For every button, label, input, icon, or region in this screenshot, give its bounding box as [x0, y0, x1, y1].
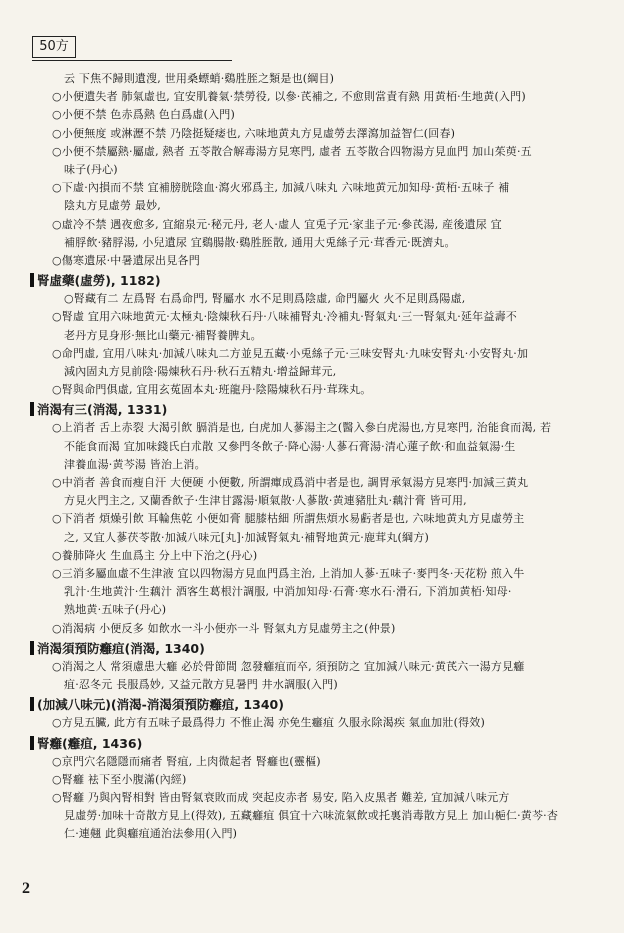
text-line: 乳汁·生地黄汁·生藕汁 酒客生葛根汁調服, 中消加知母·石膏·寒水石·滑石, 下消加黄栢·知母· [64, 585, 512, 599]
text-line: ○腎癰 袪下至小腹滿(內經) [52, 772, 187, 786]
text-line: 津養血湯·黄芩湯 皆治上消。 [64, 457, 206, 471]
text-line: ○腎虛 宜用六味地黄元·太極丸·陰煉秋石丹·八味補腎丸·冷補丸·腎氣丸·三一腎氣丸·延年益壽不 [52, 310, 517, 324]
text-line: ○小便無度 或淋瀝不禁 乃陰挺疑痿也, 六味地黄丸方見虛勞去澤瀉加益智仁(回春) [52, 126, 456, 140]
text-line: ○腎與命門俱虛, 宜用玄菟固本丸·班龍丹·陰陽煉秋石丹·茸珠丸。 [52, 383, 372, 397]
text-line: ○三消多屬血虛不生津液 宜以四物湯方見血門爲主治, 上消加人蔘·五味子·麥門冬·天花粉 煎入牛 [52, 567, 525, 581]
page-badge: 50方 [32, 36, 76, 58]
section-heading-text: 消渴有三(消渴, 1331) [37, 402, 168, 418]
text-line: ○養肺降火 生血爲主 分上中下治之(丹心) [52, 548, 258, 562]
text-line: ○下消者 煩燥引飲 耳輪焦乾 小便如膏 腿膝枯細 所謂焦煩水易虧者是也, 六味地黄丸方見虛勞主 [52, 512, 525, 526]
page-header [32, 36, 612, 62]
section-heading-text: (加減八味元)(消渴-消渴須預防癰疽, 1340) [37, 697, 284, 713]
text-line: ○腎癰 乃與內腎相對 皆由腎氣衰敗而成 突起皮赤者 易安, 陷入皮黑者 難差, 宜加減八味元方 [52, 790, 510, 804]
text-line: ○傷寒遺尿·中暑遺尿出見各門 [52, 254, 200, 268]
text-line: ○命門虛, 宜用八味丸·加減八味丸二方並見五藏·小兎絲子元·三味安腎丸·九味安腎丸·小安腎丸·加 [52, 346, 529, 360]
section-heading [30, 400, 602, 419]
text-line: ○方見五臟, 此方有五味子最爲得力 不惟止渴 亦免生癰疽 久服永除渴疾 氣血加壯(得效) [52, 716, 485, 730]
text-line: ○小便不禁 色赤爲熱 色白爲虛(入門) [52, 108, 235, 122]
section-heading-text: 腎虛藥(虛勞), 1182) [37, 273, 161, 289]
text-body [30, 70, 602, 844]
section-marker-icon [30, 641, 34, 655]
text-line: ○虛冷不禁 遇夜愈多, 宜縮泉元·秘元丹, 老人·虛人 宜兎子元·家韭子元·參芪湯, 産後遺尿 宜 [52, 217, 502, 231]
text-line: 云 下焦不歸則遺溲, 世用桑螵蛸·鷄胜胵之類是也(綱目) [64, 72, 335, 85]
text-line: ○消渴之人 常須慮患大癰 必於骨節間 忽發癰疽而卒, 須預防之 宜加減八味元·黄芪六一湯方見癰 [52, 659, 525, 673]
text-line: ○小便遺失者 肺氣虛也, 宜安肌養氣·禁勞役, 以參·芪補之, 不愈則當責有熱 用黄栢·生地黄(入門) [52, 90, 526, 104]
text-line: 仁·連翹 此與癰疽通治法參用(入門) [64, 827, 238, 841]
text-line: 老丹方見身形·無比山藥元·補腎養脾丸。 [64, 328, 262, 342]
section-marker-icon [30, 273, 34, 287]
text-line: 方見火門主之, 又蘭香飲子·生津甘露湯·順氣散·人蔘散·黄連豬肚丸·藕汁膏 皆可用, [64, 494, 467, 508]
text-line: 見虛勞·加味十奇散方見上(得效), 五藏癰疽 俱宜十六味流氣飲或托裏消毒散方見上 加山梔仁·黄芩·杏 [64, 809, 559, 823]
section-marker-icon [30, 697, 34, 711]
text-line: 減內固丸方見前陰·陽煉秋石丹·秋石五精丸·增益歸茸元, [64, 365, 337, 379]
section-marker-icon [30, 736, 34, 750]
section-heading-text: 消渴須預防癰疽(消渴, 1340) [37, 640, 205, 656]
text-line: ○下虛·內損而不禁 宜補膀胱陰血·瀉火邪爲主, 加減八味丸 六味地黄元加知母·黄栢·五味子 補 [52, 181, 510, 195]
section-marker-icon [30, 402, 34, 416]
text-line: ○小便不禁屬熱·屬虛, 熱者 五苓散合解毒湯方見寒門, 虛者 五苓散合四物湯方見血門 加山茱萸·五 [52, 144, 532, 158]
text-line: 補脬飲·豬脬湯, 小兒遺尿 宜鷄腸散·鷄胜胵散, 通用大兎絲子元·茸香元·既濟丸。 [64, 235, 456, 249]
text-line: ○腎藏有二 左爲腎 右爲命門, 腎屬水 水不足則爲陰虛, 命門屬火 火不足則爲陽虛, [64, 292, 466, 306]
section-heading [30, 695, 602, 714]
section-heading-text: 腎癰(癰疽, 1436) [37, 735, 143, 751]
page-number: 2 [22, 880, 30, 897]
text-line: ○上消者 舌上赤裂 大渴引飲 膈消是也, 白虎加人蔘湯主之(醫入參白虎湯也,方見寒門, 治能食而渴, 若 [52, 421, 552, 435]
section-heading [30, 734, 602, 753]
section-heading [30, 271, 602, 290]
text-line: ○中消者 善食而瘦自汗 大便硬 小便數, 所謂癉成爲消中者是也, 調胃承氣湯方見寒門·加減三黄丸 [52, 476, 529, 490]
text-line: 陰丸方見虛勞 最妙, [64, 199, 161, 213]
text-line: 味子(丹心) [64, 163, 118, 177]
text-line: 不能食而渴 宜加味錢氏白朮散 又參門冬飲子·降心湯·人蔘石膏湯·清心蓮子飲·和血益氣湯·生 [64, 439, 516, 453]
text-line: ○京門穴名隱隱而痛者 腎疽, 上肉微起者 腎癰也(靈樞) [52, 754, 321, 768]
text-line: 之, 又宜人蔘茯苓散·加減八味元[丸]·加減腎氣丸·補腎地黄元·鹿茸丸(綱方) [64, 530, 429, 544]
text-line: 熟地黄·五味子(丹心) [64, 603, 167, 617]
text-line: 疽·忍冬元 長服爲妙, 又益元散方見暑門 井水調服(入門) [64, 678, 338, 692]
section-heading [30, 639, 602, 658]
text-line: ○消渴病 小便反多 如飲水一斗小便亦一斗 腎氣丸方見虛勞主之(仲景) [52, 621, 396, 635]
header-rule [32, 60, 232, 61]
